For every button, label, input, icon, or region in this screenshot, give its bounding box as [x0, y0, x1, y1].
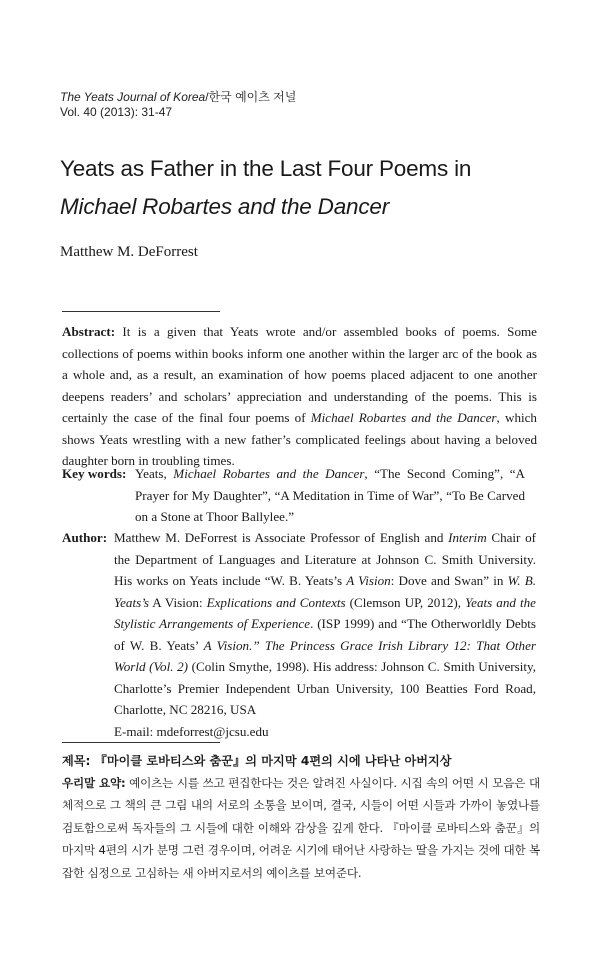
- keywords-label: Key words:: [62, 466, 127, 481]
- keywords-italic: Michael Robartes and the Dancer: [173, 466, 365, 481]
- korean-summary-text: 예이츠는 시를 쓰고 편집한다는 것은 알려진 사실이다. 시집 속의 어떤 시 모음은 대체적으로 그 책의 큰 그림 내의 서로의 소통을 보이며, 결국, 시들이 어떤 시들과 가까이 놓였나를 검토함으로써 독자들의 그 시들에 대한 이해와 감상을 깊게 한다. 『마이클 로바티스와 춤꾼』의 마지막 4편의 시가 분명 그런 경우이며, 어려운 시기에 태어난 사랑하는 딸을 가지는 것에 대한 복잡한 심정으로 고심하는 새 아버지로서의 예이츠를 보여준다.: [62, 776, 540, 880]
- author-email[interactable]: E-mail: mdeforrest@jcsu.edu: [114, 723, 269, 739]
- bio-i1: Interim: [448, 530, 487, 545]
- author-bio-text: [114, 527, 536, 742]
- bio-p6: . (ISP 1999) and “The Otherworldly Debts of W. B. Yeats’: [114, 616, 537, 653]
- author-bio-label: Author:: [62, 530, 108, 545]
- author-name: Matthew M. DeForrest: [60, 244, 198, 260]
- abstract-label: Abstract:: [62, 324, 116, 339]
- korean-summary-label: 우리말 요약:: [62, 776, 126, 790]
- article-title: [60, 150, 550, 226]
- bio-p3: : Dove and Swan” in: [390, 573, 508, 588]
- keywords: [62, 463, 537, 528]
- keywords-part-1: Yeats,: [135, 466, 174, 481]
- journal-name-line: [60, 90, 296, 105]
- divider-bottom: [62, 742, 220, 743]
- journal-header: [60, 90, 296, 120]
- bio-i2: A Vision: [346, 573, 391, 588]
- journal-name: The Yeats Journal of Korea: [60, 90, 206, 104]
- divider-top: [62, 311, 220, 312]
- journal-name-korean: /한국 예이츠 저널: [205, 90, 297, 104]
- bio-i6: A Vision.” The Princess Grace Irish Library 12: That Other World (Vol. 2): [114, 637, 536, 674]
- keywords-text: [135, 463, 525, 528]
- bio-i3: W. B. Yeats’s: [114, 573, 536, 610]
- abstract-text-1: It is a given that Yeats wrote and/or assembled books of poems. Some collections of poems within books inform one another within the larger arc of the book as a whole and, as a result, an examination of how poems placed adjacent to one another deepens readers’ and scholars’ appreciation and understanding of the poems. This is certainly the case of the final four poems of: [62, 324, 537, 425]
- title-line-2: Michael Robartes and the Dancer: [60, 194, 389, 219]
- bio-p7: (Colin Smythe, 1998). His address: Johnson C. Smith University, Charlotte’s Premier Independent Urban University, 100 Beatties Ford Road, Charlotte, NC 28216, USA: [114, 659, 537, 717]
- bio-p5: (Clemson UP, 2012),: [345, 594, 466, 610]
- bio-i4: Explications and Contexts: [206, 594, 346, 610]
- author-bio: [62, 527, 537, 742]
- abstract: [62, 321, 537, 472]
- bio-p4: A Vision:: [148, 594, 207, 610]
- abstract-italic: Michael Robartes and the Dancer: [310, 410, 497, 425]
- bio-i5: Yeats and the Stylistic Arrangements of Experience: [114, 594, 536, 631]
- bio-p2: Chair of the Department of Languages and Literature at Johnson C. Smith University. His works on Yeats include “W. B. Yeats’s: [114, 530, 537, 588]
- abstract-text-2: , which shows Yeats wrestling with a new father’s complicated feelings about having a beloved daughter born in troubling times.: [62, 410, 537, 468]
- keywords-part-2: , “The Second Coming”, “A Prayer for My Daughter”, “A Meditation in Time of War”, “To Be Carved on a Stone at Thoor Ballylee.”: [135, 466, 525, 524]
- korean-summary: [62, 772, 540, 884]
- bio-p1: Matthew M. DeForrest is Associate Professor of English and: [114, 530, 449, 545]
- korean-title: 제목: 『마이클 로바티스와 춤꾼』의 마지막 4편의 시에 나타난 아버지상: [62, 754, 452, 768]
- journal-volume: Vol. 40 (2013): 31-47: [60, 105, 173, 119]
- title-line-1: Yeats as Father in the Last Four Poems in: [60, 156, 472, 181]
